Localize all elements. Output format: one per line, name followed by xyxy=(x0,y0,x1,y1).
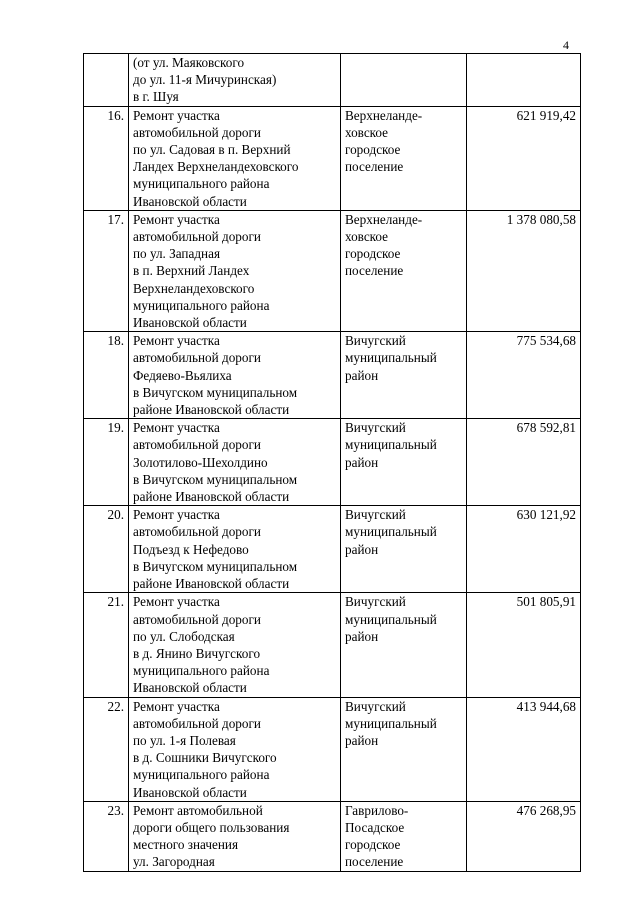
municipality-line: район xyxy=(345,628,379,644)
road-description-line: Ремонт участка xyxy=(133,594,220,610)
road-description-line: по ул. Садовая в п. Верхний xyxy=(133,142,291,158)
road-description-line: районе Ивановской области xyxy=(133,402,290,418)
table-row xyxy=(84,106,581,210)
road-description-line: автомобильной дороги xyxy=(133,437,261,453)
municipality xyxy=(341,697,467,801)
road-description-line: по ул. Слободская xyxy=(133,628,235,644)
row-number: 22. xyxy=(84,697,129,801)
municipality-line: муниципальный xyxy=(345,611,437,627)
road-description-line: автомобильной дороги xyxy=(133,524,261,540)
municipality xyxy=(341,106,467,210)
road-description-line: в Вичугском муниципальном xyxy=(133,558,298,574)
road-description-line: муниципального района xyxy=(133,297,270,313)
municipality-line: Посадское xyxy=(345,819,405,835)
municipality-line: Вичугский xyxy=(345,333,406,349)
municipality xyxy=(341,210,467,331)
municipality-line: Вичугский xyxy=(345,420,406,436)
roads-table xyxy=(83,53,581,872)
municipality-line: поселение xyxy=(345,159,404,175)
road-description-line: местного значения xyxy=(133,837,239,853)
road-description-line: Ландех Верхнеландеховского xyxy=(133,159,299,175)
table-row xyxy=(84,210,581,331)
road-description-line: муниципального района xyxy=(133,767,270,783)
road-description-line: Ремонт автомобильной xyxy=(133,802,263,818)
municipality-line: Вичугский xyxy=(345,507,406,523)
road-description-line: в Вичугском муниципальном xyxy=(133,384,298,400)
row-number: 18. xyxy=(84,332,129,419)
road-description-line: (от ул. Маяковского xyxy=(133,55,245,70)
municipality-line: Вичугский xyxy=(345,594,406,610)
amount: 501 805,91 xyxy=(467,593,581,697)
municipality-line: городское xyxy=(345,246,401,262)
table-row xyxy=(84,54,581,107)
table-row xyxy=(84,801,581,871)
municipality-line: Верхнеланде- xyxy=(345,107,423,123)
table-row xyxy=(84,332,581,419)
table-row xyxy=(84,506,581,593)
road-description-line: Ремонт участка xyxy=(133,507,220,523)
municipality xyxy=(341,332,467,419)
municipality xyxy=(341,801,467,871)
row-number: 20. xyxy=(84,506,129,593)
road-description-line: в д. Сошники Вичугского xyxy=(133,750,277,766)
road-description-line: дороги общего пользования xyxy=(133,819,290,835)
amount: 476 268,95 xyxy=(467,801,581,871)
row-number: 16. xyxy=(84,106,129,210)
municipality xyxy=(341,419,467,506)
amount xyxy=(467,54,581,107)
amount: 621 919,42 xyxy=(467,106,581,210)
row-number: 17. xyxy=(84,210,129,331)
road-description xyxy=(129,54,341,107)
row-number xyxy=(84,54,129,107)
road-description-line: Ремонт участка xyxy=(133,698,220,714)
road-description-line: в п. Верхний Ландех xyxy=(133,263,250,279)
road-description-line: Подъезд к Нефедово xyxy=(133,541,249,557)
road-description-line: в г. Шуя xyxy=(133,89,179,105)
road-description-line: Верхнеландеховского xyxy=(133,280,255,296)
road-description xyxy=(129,801,341,871)
municipality-line: Гаврилово- xyxy=(345,802,409,818)
municipality xyxy=(341,54,467,107)
road-description-line: Ивановской области xyxy=(133,680,247,696)
road-description-line: Федяево-Вьялиха xyxy=(133,367,232,383)
road-description xyxy=(129,697,341,801)
road-description-line: Золотилово-Шехолдино xyxy=(133,454,268,470)
municipality-line: район xyxy=(345,454,379,470)
amount: 678 592,81 xyxy=(467,419,581,506)
municipality-line: муниципальный xyxy=(345,350,437,366)
table-body xyxy=(84,54,581,872)
road-description-line: Ремонт участка xyxy=(133,420,220,436)
municipality-line: Верхнеланде- xyxy=(345,211,423,227)
road-description-line: в д. Янино Вичугского xyxy=(133,645,261,661)
municipality-line: муниципальный xyxy=(345,524,437,540)
road-description-line: муниципального района xyxy=(133,663,270,679)
road-description-line: в Вичугском муниципальном xyxy=(133,471,298,487)
amount: 775 534,68 xyxy=(467,332,581,419)
municipality-line: поселение xyxy=(345,263,404,279)
amount: 1 378 080,58 xyxy=(467,210,581,331)
road-description-line: по ул. Западная xyxy=(133,246,221,262)
municipality-line: район xyxy=(345,732,379,748)
road-description-line: автомобильной дороги xyxy=(133,611,261,627)
municipality-line: городское xyxy=(345,837,401,853)
municipality-line: район xyxy=(345,367,379,383)
road-description xyxy=(129,419,341,506)
municipality-line: район xyxy=(345,541,379,557)
road-description-line: Ивановской области xyxy=(133,784,247,800)
table-row xyxy=(84,593,581,697)
road-description-line: автомобильной дороги xyxy=(133,124,261,140)
row-number: 23. xyxy=(84,801,129,871)
road-description xyxy=(129,593,341,697)
road-description-line: муниципального района xyxy=(133,176,270,192)
road-description-line: ул. Загородная xyxy=(133,854,215,870)
road-description xyxy=(129,506,341,593)
municipality-line: муниципальный xyxy=(345,715,437,731)
page-number: 4 xyxy=(563,38,569,52)
municipality xyxy=(341,506,467,593)
table-row xyxy=(84,419,581,506)
road-description-line: автомобильной дороги xyxy=(133,715,261,731)
road-description xyxy=(129,106,341,210)
road-description-line: Ивановской области xyxy=(133,315,247,331)
road-description xyxy=(129,210,341,331)
road-description-line: районе Ивановской области xyxy=(133,576,290,592)
road-description-line: автомобильной дороги xyxy=(133,229,261,245)
road-description-line: Ремонт участка xyxy=(133,107,220,123)
road-description-line: до ул. 11-я Мичуринская) xyxy=(133,72,277,88)
amount: 413 944,68 xyxy=(467,697,581,801)
row-number: 19. xyxy=(84,419,129,506)
road-description-line: автомобильной дороги xyxy=(133,350,261,366)
road-description-line: Ремонт участка xyxy=(133,333,220,349)
municipality-line: городское xyxy=(345,142,401,158)
municipality-line: поселение xyxy=(345,854,404,870)
road-description-line: по ул. 1-я Полевая xyxy=(133,732,236,748)
road-description xyxy=(129,332,341,419)
municipality xyxy=(341,593,467,697)
amount: 630 121,92 xyxy=(467,506,581,593)
road-description-line: Ремонт участка xyxy=(133,211,220,227)
municipality-line: муниципальный xyxy=(345,437,437,453)
road-description-line: Ивановской области xyxy=(133,193,247,209)
municipality-line: ховское xyxy=(345,124,389,140)
row-number: 21. xyxy=(84,593,129,697)
table-row xyxy=(84,697,581,801)
municipality-line: ховское xyxy=(345,229,389,245)
municipality-line: Вичугский xyxy=(345,698,406,714)
road-description-line: районе Ивановской области xyxy=(133,489,290,505)
